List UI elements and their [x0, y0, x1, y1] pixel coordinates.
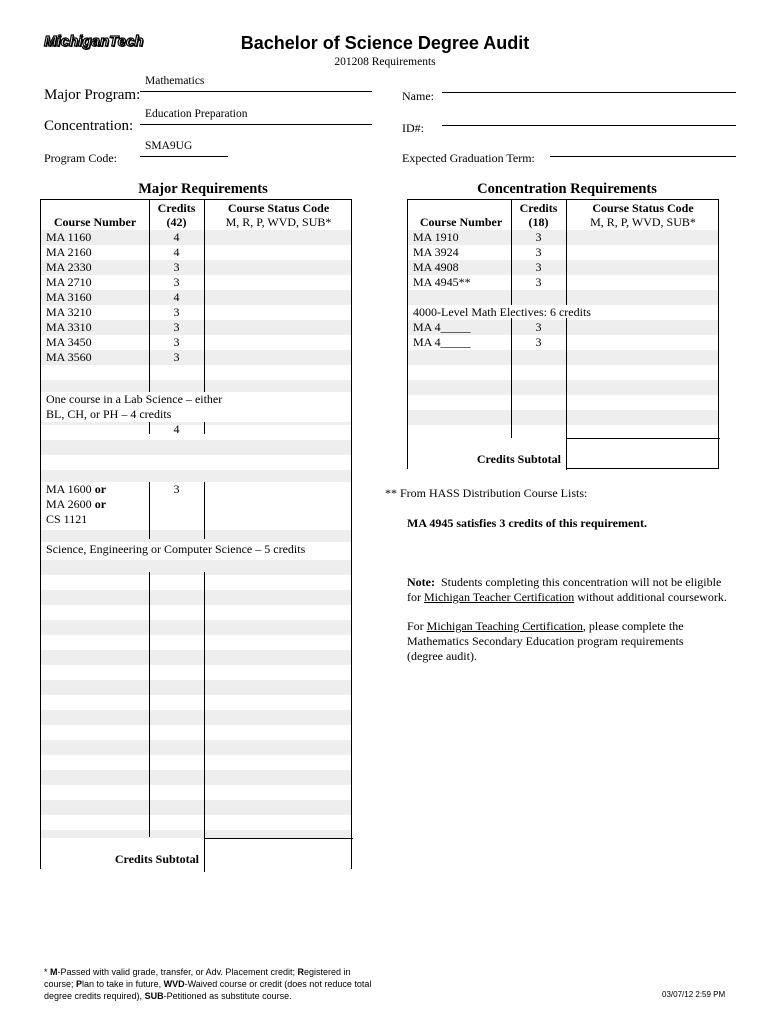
id-field[interactable]	[442, 125, 736, 126]
course-number: MA 3450	[46, 335, 92, 349]
course-number: MA 3560	[46, 350, 92, 364]
major-program-line	[140, 91, 372, 92]
major-requirements-table	[40, 199, 352, 869]
course-number: MA 3310	[46, 320, 92, 334]
course-credits: 3	[173, 305, 180, 319]
major-col-divider-2	[204, 200, 205, 392]
table-row	[41, 665, 351, 680]
course-credits: 3	[535, 230, 542, 244]
conc-col-header-status: Course Status Code	[592, 201, 694, 215]
course-credits: 3	[535, 260, 542, 274]
course-number: MA 2330	[46, 260, 92, 274]
note-for: for	[407, 590, 421, 604]
michigan-tech-logo: MichiganTech	[44, 33, 144, 50]
legend-p: P	[76, 979, 83, 989]
table-row	[41, 650, 351, 665]
page-title: Bachelor of Science Degree Audit	[240, 33, 530, 53]
course-credits: 4	[173, 245, 180, 259]
teaching-certification-note	[407, 619, 757, 664]
table-row	[41, 605, 351, 620]
or-word: or	[94, 497, 107, 511]
conc-col-divider-1	[511, 200, 512, 305]
table-row	[41, 800, 351, 815]
table-row	[41, 815, 351, 830]
print-timestamp: 03/07/12 2:59 PM	[662, 990, 726, 999]
legend-wvd-text: -Waived course or credit (does not reduce total	[184, 979, 372, 989]
table-row	[41, 680, 351, 695]
concentration-requirements-table	[407, 199, 719, 469]
table-row	[41, 560, 351, 575]
course-number: MA 3210	[46, 305, 92, 319]
course-number: MA 4945**	[413, 275, 471, 289]
table-row	[41, 620, 351, 635]
concentration-requirements-title: Concentration Requirements	[477, 181, 657, 197]
table-row	[41, 365, 351, 380]
table-row	[408, 395, 718, 410]
legend-degree: degree credits required),	[44, 991, 145, 1001]
hass-note: ** From HASS Distribution Course Lists:	[385, 486, 588, 500]
programming-option-1	[46, 482, 106, 497]
course-number: MA 3924	[413, 245, 459, 259]
conc-col-divider-2	[566, 318, 567, 470]
legend-r-text: egistered in	[303, 967, 351, 977]
col-header-credits-total: (42)	[166, 215, 187, 229]
note-label: Note:	[407, 575, 435, 589]
course-number: MA 3160	[46, 290, 92, 304]
major-col-divider-2	[204, 838, 205, 869]
conc-col-divider-2	[566, 200, 567, 305]
note-text: Students completing this concentration will not be eligible	[440, 575, 722, 589]
col-header-credits: Credits	[157, 201, 196, 215]
major-col-divider-1	[149, 200, 150, 392]
table-row	[408, 290, 718, 305]
col-header-course: Course Number	[53, 215, 137, 229]
table-row	[41, 740, 351, 755]
table-row	[41, 635, 351, 650]
legend-r: R	[297, 967, 304, 977]
col-header-status: Course Status Code	[227, 201, 330, 215]
major-program-value: Mathematics	[145, 75, 205, 87]
table-row	[41, 440, 351, 455]
programming-option-2	[46, 497, 106, 512]
conc-col-header-course: Course Number	[419, 215, 503, 229]
grad-term-field[interactable]	[550, 156, 736, 157]
course-number: MA 1160	[46, 230, 92, 244]
legend-course: course;	[44, 979, 77, 989]
course-credits: 3	[173, 320, 180, 334]
concentration-value: Education Preparation	[145, 108, 248, 120]
program-code-label: Program Code:	[44, 151, 117, 165]
id-label: ID#:	[402, 121, 424, 135]
table-row	[41, 725, 351, 740]
table-row	[41, 770, 351, 785]
note-program: Mathematics Secondary Education program requirements	[407, 634, 684, 648]
name-field[interactable]	[442, 92, 736, 93]
cs1121: CS 1121	[46, 512, 88, 526]
course-credits: 4	[173, 290, 180, 304]
table-row	[41, 455, 351, 470]
grad-term-label: Expected Graduation Term:	[402, 151, 535, 165]
note-complete: , please complete the	[582, 619, 684, 633]
ma1600: MA 1600	[46, 482, 92, 496]
michigan-teaching-certification-link[interactable]: Michigan Teaching Certification	[426, 619, 583, 633]
course-credits: 4	[173, 230, 180, 244]
table-row	[41, 590, 351, 605]
page-subtitle: 201208 Requirements	[334, 56, 436, 68]
elective-course-number: MA 4_____	[413, 335, 471, 349]
major-col-divider-2	[204, 572, 205, 872]
course-credits: 3	[173, 350, 180, 364]
course-credits: 3	[535, 275, 542, 289]
conc-col-header-status-codes: M, R, P, WVD, SUB*	[590, 215, 696, 229]
subtotal-top-line	[204, 838, 353, 839]
science-elective-text: Science, Engineering or Computer Science – 5 credits	[46, 542, 306, 556]
course-credits: 3	[173, 335, 180, 349]
table-row	[408, 365, 718, 380]
name-label: Name:	[402, 89, 434, 103]
elective-credits: 3	[535, 335, 542, 349]
legend-sub-text: -Petitioned as substitute course.	[163, 991, 292, 1001]
concentration-label: Concentration:	[44, 118, 134, 134]
certification-note	[407, 575, 757, 605]
legend-asterisk: *	[44, 967, 51, 977]
lab-science-credits-text: BL, CH, or PH – 4 credits	[46, 407, 172, 421]
table-row	[41, 575, 351, 590]
note-text-cont: without additional coursework.	[577, 590, 727, 604]
elective-course-number: MA 4_____	[413, 320, 471, 334]
major-requirements-title: Major Requirements	[138, 181, 268, 197]
major-program-label: Major Program:	[44, 87, 141, 103]
course-credits: 3	[535, 245, 542, 259]
lab-science-credits: 4	[173, 422, 180, 436]
col-header-status-codes: M, R, P, WVD, SUB*	[225, 215, 332, 229]
course-number: MA 1910	[413, 230, 459, 244]
major-col-divider-2	[204, 422, 205, 434]
major-col-divider-2	[204, 482, 205, 539]
math-electives-label: 4000-Level Math Electives: 6 credits	[413, 305, 591, 319]
major-col-divider-1	[149, 572, 150, 837]
conc-col-header-credits: Credits	[519, 201, 558, 215]
major-col-divider-1	[149, 422, 150, 434]
legend-sub: SUB	[144, 991, 164, 1001]
table-row	[408, 410, 718, 425]
course-number: MA 2710	[46, 275, 92, 289]
course-credits: 3	[173, 275, 180, 289]
ma4945-note: MA 4945 satisfies 3 credits of this requirement.	[407, 516, 647, 530]
table-row	[408, 350, 718, 365]
table-row	[41, 710, 351, 725]
lab-science-text: One course in a Lab Science – either	[46, 392, 223, 406]
credits-subtotal-label: Credits Subtotal	[114, 852, 199, 866]
program-code-line	[140, 156, 228, 157]
programming-credits: 3	[173, 482, 180, 496]
note-for-2: For	[407, 619, 424, 633]
course-number: MA 2160	[46, 245, 92, 259]
conc-col-header-credits-total: (18)	[528, 215, 549, 229]
elective-credits: 3	[535, 320, 542, 334]
status-code-legend	[44, 966, 434, 1002]
program-code-value: SMA9UG	[145, 140, 193, 152]
conc-col-divider-1	[511, 318, 512, 439]
ma2600: MA 2600	[46, 497, 92, 511]
conc-subtotal-top-line	[566, 438, 720, 439]
michigan-teacher-certification-link[interactable]: Michigan Teacher Certification	[424, 590, 575, 604]
legend-p-text: lan to take in future,	[82, 979, 164, 989]
concentration-line	[140, 124, 372, 125]
or-word: or	[94, 482, 107, 496]
legend-m: M	[50, 967, 58, 977]
legend-m-text: -Passed with valid grade, transfer, or Adv. Placement credit;	[57, 967, 298, 977]
table-row	[408, 380, 718, 395]
major-col-divider-1	[149, 482, 150, 539]
table-row	[41, 695, 351, 710]
conc-credits-subtotal-label: Credits Subtotal	[476, 452, 561, 466]
table-row	[41, 755, 351, 770]
legend-wvd: WVD	[163, 979, 185, 989]
course-credits: 3	[173, 260, 180, 274]
note-degree-audit: (degree audit).	[407, 649, 477, 663]
table-row	[41, 785, 351, 800]
course-number: MA 4908	[413, 260, 459, 274]
